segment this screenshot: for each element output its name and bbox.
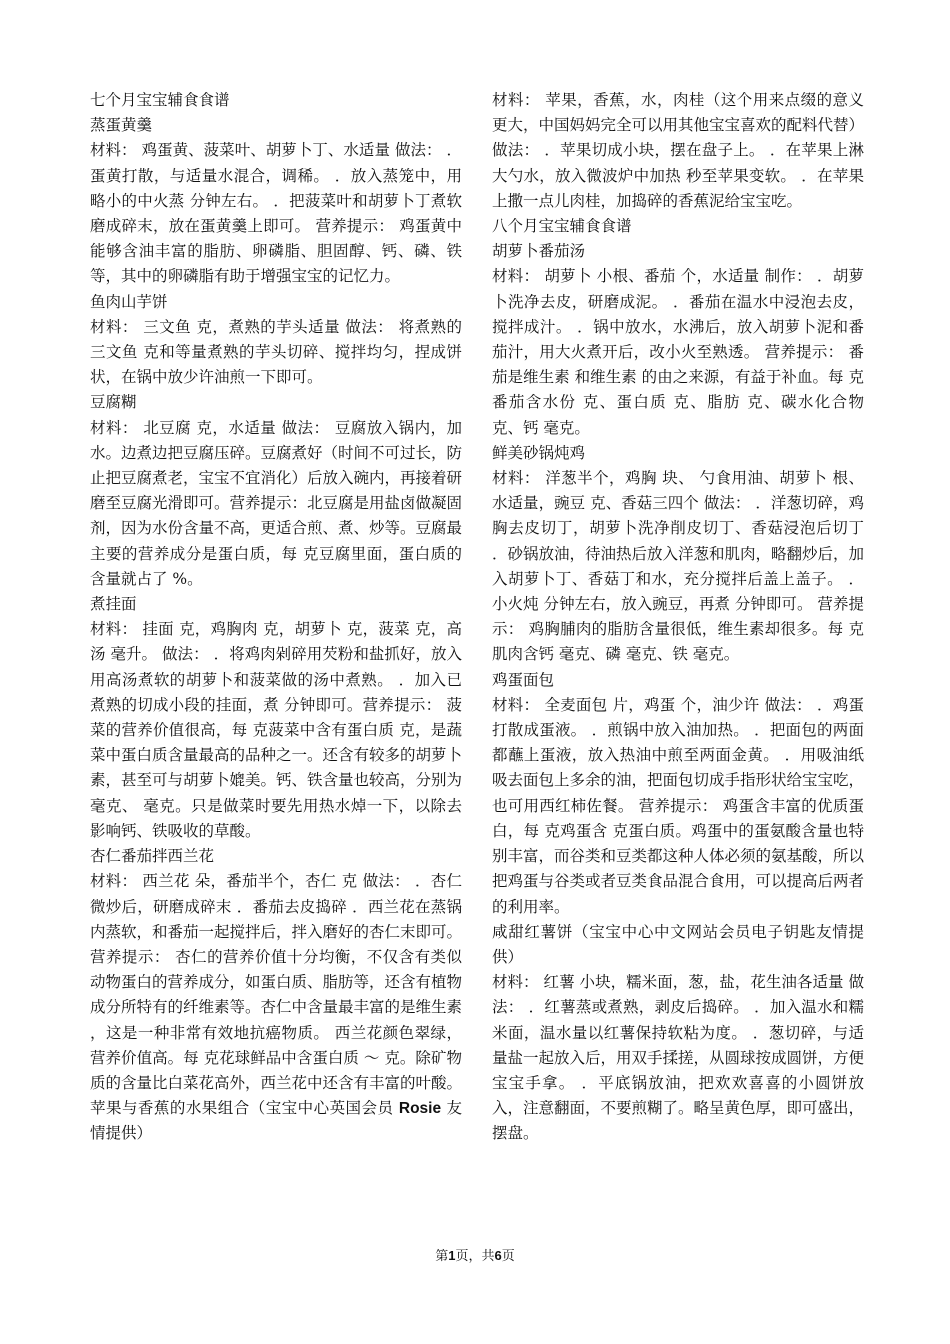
recipe-body: 材料： 胡萝卜 小根、番茄 个，水适量 制作： ．胡萝卜洗净去皮，研磨成泥。 ．番茄在温水中浸泡去皮，搅拌成汁。 ．锅中放水，水沸后，放入胡萝卜泥和番茄汁，用大火煮开后，改小火至熟透。 营养提示： 番茄是维生素 和维生素 的由之来源，有益于补血。每 克番茄含水份 克、蛋白质 克、脂肪 克、碳水化合物 克、钙 毫克。 <box>492 267 864 437</box>
recipe-title: 豆腐糊 <box>90 393 137 412</box>
recipe-title: 蒸蛋黄羹 <box>90 116 153 135</box>
recipe-title: 咸甜红薯饼（宝宝中心中文网站会员电子钥匙友情提供） <box>492 922 864 966</box>
page-number: 1 <box>448 1248 456 1263</box>
recipe-body: 材料： 西兰花 朵，番茄半个，杏仁 克 做法： ．杏仁微炒后，研磨成碎末 ．番茄去皮捣碎 ．西兰花在蒸锅内蒸软，和番茄一起搅拌后，拌入磨好的杏仁末即可。 营养提示： 杏仁的营养价值十分均衡，不仅含有类似动物蛋白的营养成分，如蛋白质、脂肪等，还含有植物成分所特有的纤维素等。杏仁中含量最丰富的是维生素 ，这是一种非常有效地抗癌物质。 西兰花颜色翠绿，营养价值高。每 克花球鲜品中含蛋白质 ～ 克。除矿物质的含量比白菜花高外，西兰花中还含有丰富的叶酸。 <box>90 872 463 1092</box>
section-heading-7-months: 七个月宝宝辅食食谱 <box>90 91 230 109</box>
recipe-body: 材料： 三文鱼 克，煮熟的芋头适量 做法： 将煮熟的三文鱼 克和等量煮熟的芋头切碎、搅拌均匀，捏成饼状，在锅中放少许油煎一下即可。 <box>90 317 462 387</box>
footer-middle: 页，共 <box>455 1249 495 1264</box>
footer-prefix: 第 <box>435 1249 449 1264</box>
recipe-body: 材料： 苹果，香蕉，水，肉桂（这个用来点缀的意义更大，中国妈妈完全可以用其他宝宝喜欢的配料代替） 做法： ．苹果切成小块，摆在盘子上。 ．在苹果上淋 大勺水，放入微波炉中加热 秒至苹果变软。 ．在苹果上撒一点儿肉桂，加捣碎的香蕉泥给宝宝吃。 <box>492 91 865 210</box>
recipe-body: 材料： 洋葱半个，鸡胸 块、 勺食用油、胡萝卜 根、水适量，豌豆 克、香菇三四个 做法： ．洋葱切碎，鸡胸去皮切丁，胡萝卜洗净削皮切丁、香菇浸泡后切丁 ．砂锅放油，待油热后放入洋葱和肌肉，略翻炒后，加入胡萝卜丁、香菇丁和水，充分搅拌后盖上盖子。 ．小火炖 分钟左右，放入豌豆，再煮 分钟即可。 营养提示： 鸡胸脯肉的脂肪含量很低，维生素却很多。每 克肌肉含钙 毫克、磷 毫克、铁 毫克。 <box>492 469 865 664</box>
recipe-body: 材料： 红薯 小块，糯米面，葱，盐，花生油各适量 做法： ．红薯蒸或煮熟，剥皮后捣碎。 ．加入温水和糯米面，温水量以红薯保持软粘为度。 ．葱切碎，与适量盐一起放入后，用双手揉搓，从圆球按成圆饼，方便宝宝手拿。 ．平底锅放油，把欢欢喜喜的小圆饼放入，注意翻面，不要煎糊了。略呈黄色厚，即可盛出，摆盘。 <box>492 973 865 1143</box>
total-pages: 6 <box>494 1248 502 1263</box>
recipe-body: 材料： 全麦面包 片，鸡蛋 个，油少许 做法： ．鸡蛋打散成蛋液。 ．煎锅中放入油加热。 ．把面包的两面都蘸上蛋液，放入热油中煎至两面金黄。 ．用吸油纸吸去面包上多余的油，把面包切成手指形状给宝宝吃，也可用西红柿佐餐。 营养提示： 鸡蛋含丰富的优质蛋白，每 克鸡蛋含 克蛋白质。鸡蛋中的蛋氨酸含量也特别丰富，而谷类和豆类都这种人体必须的氨基酸，所以把鸡蛋与谷类或者豆类食品混合食用，可以提高后两者的利用率。 <box>492 695 865 916</box>
recipe-body: 材料： 北豆腐 克，水适量 做法： 豆腐放入锅内，加水。边煮边把豆腐压碎。豆腐煮好（时间不可过长，防止把豆腐煮老，宝宝不宜消化）后放入碗内，再接着研磨至豆腐光滑即可。营养提示：北豆腐是用盐卤做凝固剂，因为水份含量不高，更适合煎、煮、炒等。豆腐最主要的营养成分是蛋白质，每 克豆腐里面，蛋白质的含量就占了 %。 <box>90 418 463 588</box>
section-heading-8-months: 八个月宝宝辅食食谱 <box>492 217 632 236</box>
recipe-title: 鱼肉山芋饼 <box>90 292 168 311</box>
left-column <box>90 88 462 1147</box>
footer-suffix: 页 <box>501 1249 515 1264</box>
right-column <box>492 88 864 1147</box>
recipe-title: 胡萝卜番茄汤 <box>492 242 586 261</box>
contributor-name: Rosie <box>398 1100 442 1118</box>
recipe-body: 材料： 挂面 克，鸡胸肉 克，胡萝卜 克，菠菜 克，高汤 毫升。 做法： ．将鸡肉剁碎用芡粉和盐抓好，放入用高汤煮软的胡萝卜和菠菜做的汤中煮熟。 ．加入已煮熟的切成小段的挂面，煮 分钟即可。营养提示： 菠菜的营养价值很高，每 克菠菜中含有蛋白质 克，是蔬菜中蛋白质含量最高的品种之一。还含有较多的胡萝卜素，甚至可与胡萝卜媲美。钙、铁含量也较高，分别为 毫克、 毫克。只是做菜时要先用热水焯一下，以除去影响钙、铁吸收的草酸。 <box>90 620 463 840</box>
recipe-title: 鲜美砂锅炖鸡 <box>492 443 586 462</box>
recipe-title: 鸡蛋面包 <box>492 670 555 689</box>
recipe-title: 杏仁番茄拌西兰花 <box>90 847 215 866</box>
recipe-title: 煮挂面 <box>90 595 137 614</box>
recipe-title: 苹果与香蕉的水果组合（宝宝中心英国会员 Rosie 友情提供） <box>90 1099 462 1143</box>
recipe-body: 材料： 鸡蛋黄、菠菜叶、胡萝卜丁、水适量 做法： ．蛋黄打散，与适量水混合，调稀。 ．放入蒸笼中，用略小的中火蒸 分钟左右。 ．把菠菜叶和胡萝卜丁煮软磨成碎末，放在蛋黄羹上即可。 营养提示： 鸡蛋黄中能够含油丰富的脂肪、卵磷脂、胆固醇、钙、磷、铁等，其中的卵磷脂有助于增强宝宝的记忆力。 <box>90 141 462 286</box>
page-footer <box>0 1247 950 1266</box>
